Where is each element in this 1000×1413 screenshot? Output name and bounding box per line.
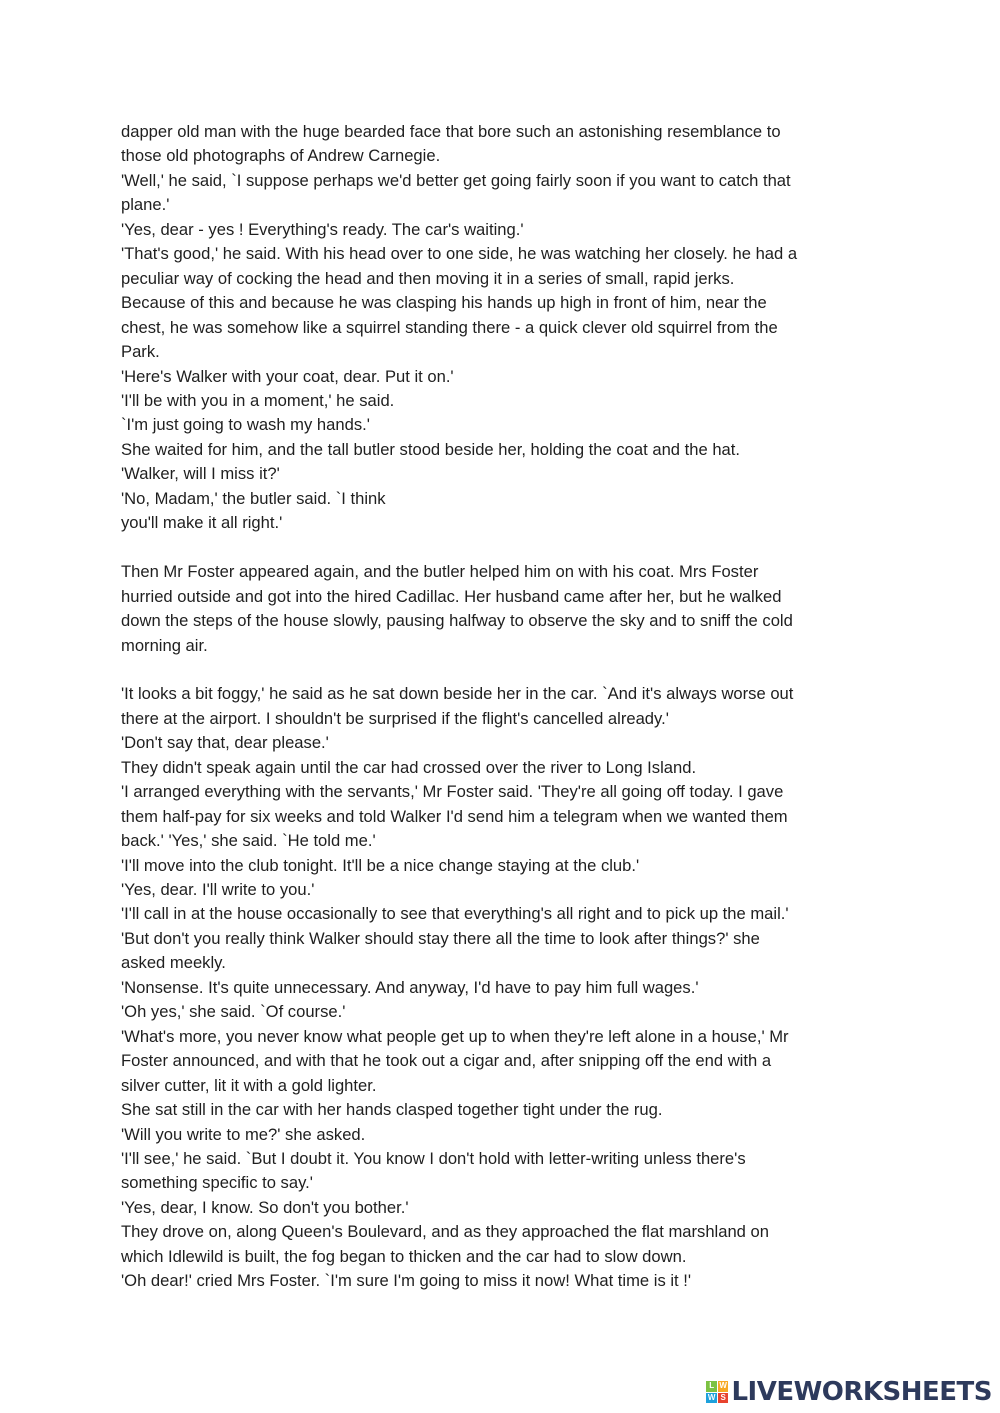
text-line: back.' 'Yes,' she said. `He told me.' [121, 831, 376, 851]
text-line: down the steps of the house slowly, pausing halfway to observe the sky and to sniff the cold [121, 611, 793, 631]
text-line: 'That's good,' he said. With his head over to one side, he was watching her closely. he had a [121, 244, 798, 264]
text-line: Park. [121, 342, 160, 362]
text-line: 'I arranged everything with the servants,' Mr Foster said. 'They're all going off today. I gave [121, 782, 784, 802]
paragraph-break [121, 536, 881, 560]
text-line: 'Yes, dear, I know. So don't you bother.' [121, 1197, 409, 1217]
text-line: something specific to say.' [121, 1173, 313, 1193]
text-line: She waited for him, and the tall butler stood beside her, holding the coat and the hat. [121, 439, 740, 459]
logo-tile: W [719, 1381, 727, 1391]
text-line: `I'm just going to wash my hands.' [121, 415, 370, 435]
text-line: 'Nonsense. It's quite unnecessary. And anyway, I'd have to pay him full wages.' [121, 977, 699, 997]
text-line: asked meekly. [121, 953, 226, 973]
text-line: They didn't speak again until the car had crossed over the river to Long Island. [121, 757, 697, 777]
text-line: 'No, Madam,' the butler said. `I think [121, 488, 386, 508]
text-line: 'Oh yes,' she said. `Of course.' [121, 1002, 346, 1022]
brand-name: LIVEWORKSHEETS [731, 1377, 992, 1407]
text-line: Because of this and because he was clasping his hands up high in front of him, near the [121, 293, 767, 313]
text-line: dapper old man with the huge bearded face that bore such an astonishing resemblance to [121, 122, 781, 141]
text-line: 'It looks a bit foggy,' he said as he sat down beside her in the car. `And it's always worse out [121, 684, 794, 704]
text-line: 'But don't you really think Walker should stay there all the time to look after things?' she [121, 928, 760, 948]
text-line: them half-pay for six weeks and told Walker I'd send him a telegram when we wanted them [121, 806, 788, 826]
text-line: Foster announced, and with that he took out a cigar and, after snipping off the end with a [121, 1051, 772, 1071]
text-line: She sat still in the car with her hands clasped together tight under the rug. [121, 1100, 663, 1120]
text-line: chest, he was somehow like a squirrel standing there - a quick clever old squirrel from the [121, 317, 778, 337]
text-line: which Idlewild is built, the fog began to thicken and the car had to slow down. [121, 1246, 687, 1266]
text-line: those old photographs of Andrew Carnegie. [121, 146, 441, 166]
liveworksheets-brand[interactable] [706, 1379, 992, 1405]
document-body [121, 120, 881, 1294]
text-line: 'Well,' he said, `I suppose perhaps we'd better get going fairly soon if you want to catch that [121, 170, 791, 190]
text-line: 'I'll be with you in a moment,' he said. [121, 390, 395, 410]
text-line: 'I'll move into the club tonight. It'll be a nice change staying at the club.' [121, 855, 640, 875]
text-line: 'Will you write to me?' she asked. [121, 1124, 366, 1144]
text-line: silver cutter, lit it with a gold lighter. [121, 1075, 377, 1095]
text-line: 'Oh dear!' cried Mrs Foster. `I'm sure I'm going to miss it now! What time is it !' [121, 1271, 692, 1291]
liveworksheets-logo-icon [706, 1381, 728, 1403]
text-line: 'What's more, you never know what people get up to when they're left alone in a house,' Mr [121, 1026, 789, 1046]
text-line: They drove on, along Queen's Boulevard, and as they approached the flat marshland on [121, 1222, 769, 1242]
text-line: 'Walker, will I miss it?' [121, 464, 280, 484]
text-line: 'I'll see,' he said. `But I doubt it. You know I don't hold with letter-writing unless there's [121, 1149, 746, 1168]
logo-tile: S [718, 1393, 729, 1404]
paragraph-break [121, 658, 881, 682]
text-line: 'Here's Walker with your coat, dear. Put it on.' [121, 366, 454, 386]
text-line: Then Mr Foster appeared again, and the butler helped him on with his coat. Mrs Foster [121, 562, 759, 582]
text-line: 'Yes, dear - yes ! Everything's ready. The car's waiting.' [121, 219, 524, 239]
text-line: peculiar way of cocking the head and then moving it in a series of small, rapid jerks. [121, 268, 735, 288]
text-line: 'Yes, dear. I'll write to you.' [121, 880, 315, 900]
logo-tile: L [706, 1381, 717, 1392]
text-line: plane.' [121, 195, 170, 215]
text-line: morning air. [121, 635, 208, 655]
text-line: 'Don't say that, dear please.' [121, 733, 329, 753]
text-line: you'll make it all right.' [121, 513, 283, 533]
text-line: there at the airport. I shouldn't be surprised if the flight's cancelled already.' [121, 708, 669, 728]
text-line: 'I'll call in at the house occasionally to see that everything's all right and to pick up the mail.' [121, 904, 789, 924]
logo-tile: W [707, 1392, 716, 1402]
text-line: hurried outside and got into the hired Cadillac. Her husband came after her, but he walked [121, 586, 782, 606]
